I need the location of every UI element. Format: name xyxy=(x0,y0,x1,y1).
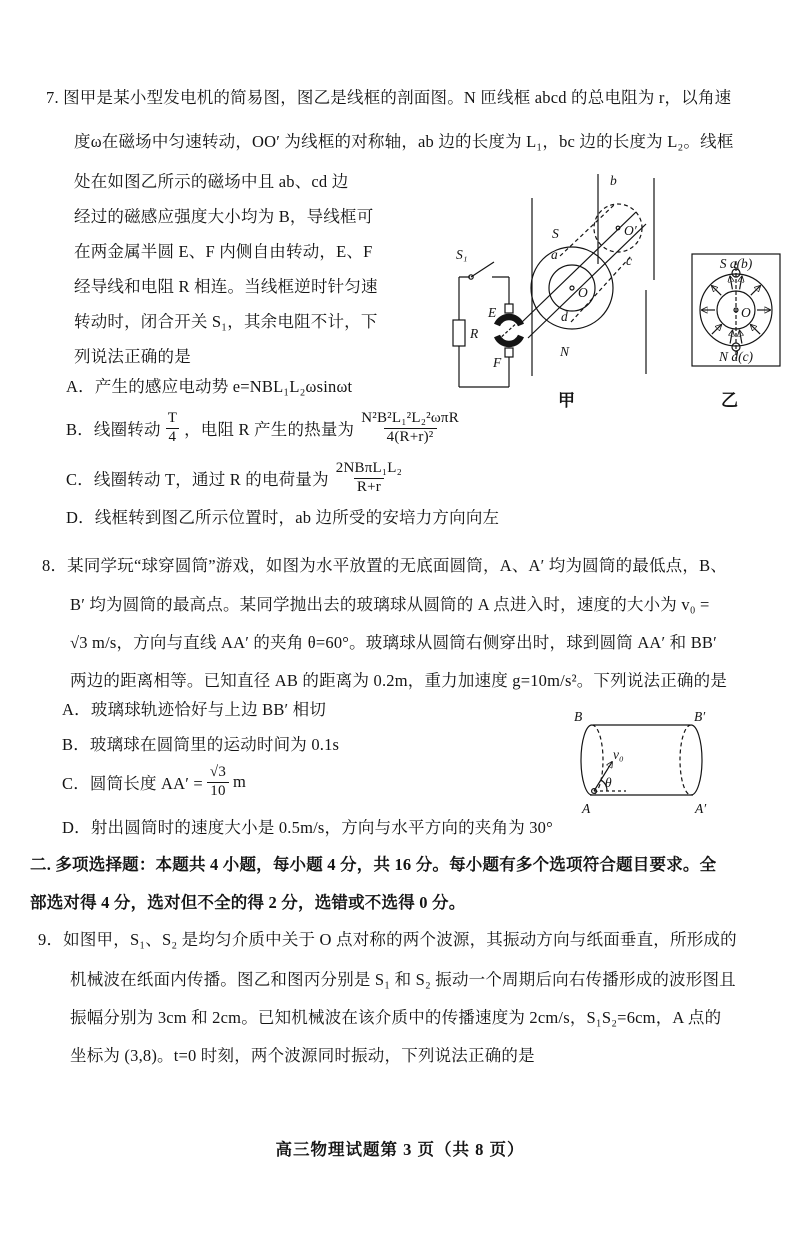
fraction-length xyxy=(207,764,229,800)
q7-narrow-2: 经过的磁感应强度大小均为 B，导线框可 xyxy=(74,207,374,226)
coil-d-label: d xyxy=(561,309,568,324)
q9-line-1: 9．如图甲，S₁、S₂ 是均匀介质中关于 O 点对称的两个波源，其振动方向与纸面垂直，所形成的 xyxy=(38,930,737,949)
right-rim-back xyxy=(680,725,691,795)
brush-top xyxy=(505,304,513,313)
caption-jia: 甲 xyxy=(558,391,575,410)
q7-option-c-pre: C．线圈转动 T，通过 R 的电荷量为 xyxy=(66,470,329,489)
q9-line-2: 机械波在纸面内传播。图乙和图丙分别是 S₁ 和 S₂ 振动一个周期后向右传播形成的波形图且 xyxy=(70,970,736,989)
q9-line-4: 坐标为 (3,8)。t=0 时刻，两个波源同时振动，下列说法正确的是 xyxy=(70,1046,535,1065)
switch-label: S₁ xyxy=(456,247,468,262)
fraction-heat xyxy=(358,410,462,446)
section2-line-2: 部选对得 4 分，选对但不全的得 2 分，选错或不选得 0 分。 xyxy=(30,893,466,912)
page-footer: 高三物理试题第 3 页（共 8 页） xyxy=(275,1140,525,1159)
generator-figure xyxy=(440,160,800,415)
q7-narrow-3: 在两金属半圆 E、F 内侧自由转动，E、F xyxy=(74,242,373,261)
label-b: B xyxy=(574,709,583,724)
fraction-denominator: 10 xyxy=(207,782,228,801)
ring-f-label: F xyxy=(493,355,502,370)
fraction-numerator: 2NBπL₁L₂ xyxy=(335,459,403,476)
q9-line-3: 振幅分别为 3cm 和 2cm。已知机械波在该介质中的传播速度为 2cm/s，S₁S₂=6cm，A 点的 xyxy=(70,1008,722,1027)
coil-edge-front xyxy=(520,212,636,324)
q8-line-1: 8．某同学玩“球穿圆筒”游戏，如图为水平放置的无底面圆筒，A、A′ 均为圆筒的最低点，B、 xyxy=(42,556,727,575)
q7-option-d: D．线框转到图乙所示位置时，ab 边所受的安培力方向向左 xyxy=(66,508,500,527)
label-a: A xyxy=(582,801,591,816)
left-rim-front xyxy=(581,725,592,795)
stator-circle xyxy=(531,247,613,329)
brush-bottom xyxy=(505,348,513,357)
q7-narrow-1: 处在如图乙所示的磁场中且 ab、cd 边 xyxy=(74,172,349,191)
right-rim-front xyxy=(691,725,702,795)
ring-e-label: E xyxy=(488,305,497,320)
fraction-numerator: N²B²L₁²L₂²ωπR xyxy=(361,409,459,426)
q8-line-4: 两边的距离相等。已知直径 AB 的距离为 0.2m，重力加速度 g=10m/s²。下列说法正确的是 xyxy=(70,671,728,690)
fraction-charge xyxy=(333,460,405,496)
q7-line-1: 7. 图甲是某小型发电机的简易图，图乙是线框的剖面图。N 匝线框 abcd 的总电阻为 r，以角速 xyxy=(46,88,732,107)
circuit-wire xyxy=(459,277,509,387)
label-b-prime: B′ xyxy=(694,709,706,724)
coil-a-label: a xyxy=(551,247,558,262)
fraction-denominator: 4(R+r)² xyxy=(384,428,437,447)
axis-o-label: O xyxy=(578,285,588,300)
fraction-t-over-4 xyxy=(165,410,180,446)
yi-o-label: O xyxy=(741,305,751,320)
yi-top-label: S a(b) xyxy=(719,256,753,271)
q8-option-b: B．玻璃球在圆筒里的运动时间为 0.1s xyxy=(62,735,340,754)
q7-narrow-6: 列说法正确的是 xyxy=(74,347,191,366)
q8-option-c xyxy=(62,757,246,807)
fraction-denominator: 4 xyxy=(166,428,180,447)
yi-bottom-label: N d(c) xyxy=(718,349,754,364)
fraction-numerator: √3 xyxy=(209,763,227,780)
q7-narrow-5: 转动时，闭合开关 S₁，其余电阻不计，下 xyxy=(74,312,378,331)
commutator-ring-f xyxy=(497,336,521,344)
axis-o-prime-label: O′ xyxy=(624,223,637,238)
q8-option-a: A．玻璃球轨迹恰好与上边 BB′ 相切 xyxy=(62,700,327,719)
n-pole-label: N xyxy=(560,344,570,359)
q7-option-a: A．产生的感应电动势 e=NBL₁L₂ωsinωt xyxy=(66,377,353,396)
q7-option-b-mid: ，电阻 R 产生的热量为 xyxy=(184,420,355,439)
rotor-circle xyxy=(549,265,595,311)
q8-option-c-pre: C．圆筒长度 AA′ = xyxy=(62,774,203,793)
q8-option-c-post: m xyxy=(233,772,247,791)
commutator-ring-e xyxy=(497,317,521,325)
axis-o-prime-dot xyxy=(616,226,620,230)
q7-option-b-pre: B．线圈转动 xyxy=(66,420,161,439)
caption-yi: 乙 xyxy=(721,391,738,410)
q7-narrow-4: 经导线和电阻 R 相连。当线框逆时针匀速 xyxy=(74,277,378,296)
q7-option-b xyxy=(66,402,466,454)
section2-line-1: 二. 多项选择题：本题共 4 小题，每小题 4 分，共 16 分。每小题有多个选项符合题目要求。全 xyxy=(30,855,717,874)
q8-option-d: D．射出圆筒时的速度大小是 0.5m/s，方向与水平方向的夹角为 30° xyxy=(62,818,553,837)
q7-option-c xyxy=(66,454,409,502)
fraction-denominator: R+r xyxy=(354,478,384,497)
coil-b-label: b xyxy=(610,173,617,188)
cylinder-figure xyxy=(572,697,722,817)
label-a-prime: A′ xyxy=(695,801,707,816)
resistor-label: R xyxy=(470,326,479,341)
label-theta: θ xyxy=(605,775,612,790)
label-v0: v₀ xyxy=(613,747,624,762)
coil-c-label: c xyxy=(626,253,632,268)
switch-lever xyxy=(471,262,494,277)
q7-line-2: 度ω在磁场中匀速转动，OO′ 为线框的对称轴，ab 边的长度为 L₁，bc 边的长度为 L₂。线框 xyxy=(74,132,734,151)
fraction-numerator: T xyxy=(167,409,178,426)
s-pole-label: S xyxy=(552,226,559,241)
coil-edge-back xyxy=(528,224,646,338)
resistor-symbol xyxy=(453,320,465,346)
q8-line-3: √3 m/s，方向与直线 AA′ 的夹角 θ=60°。玻璃球从圆筒右侧穿出时，球到圆筒 AA′ 和 BB′ xyxy=(70,633,717,652)
q8-line-2: B′ 均为圆筒的最高点。某同学抛出去的玻璃球从圆筒的 A 点进入时，速度的大小为 v₀ = xyxy=(70,595,710,614)
axis-o-dot xyxy=(570,286,574,290)
